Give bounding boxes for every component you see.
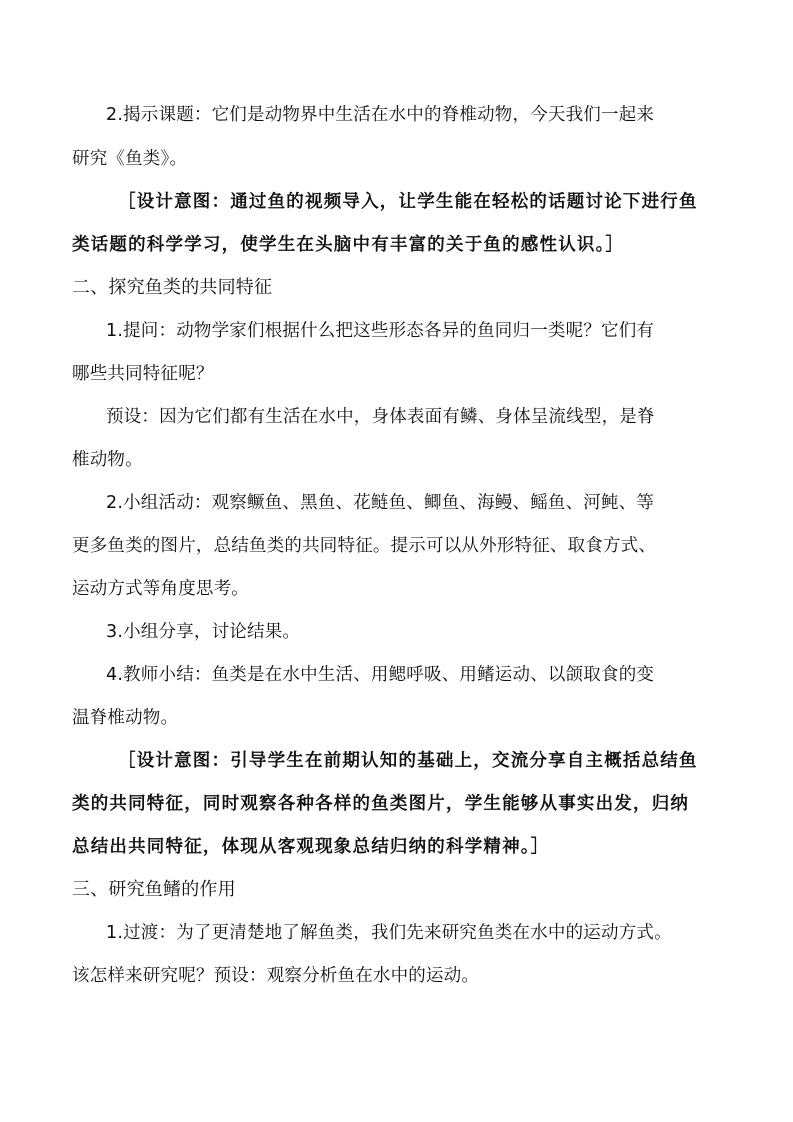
design-intent-line: ［设计意图：通过鱼的视频导入，让学生能在轻松的话题讨论下进行鱼 xyxy=(118,192,698,212)
paragraph-line: 椎动物。 xyxy=(72,450,143,470)
paragraph-line: 4.教师小结：鱼类是在水中生活、用鳃呼吸、用鳍运动、以颌取食的变 xyxy=(106,665,655,685)
design-intent-line: 类话题的科学学习，使学生在头脑中有丰富的关于鱼的感性认识。］ xyxy=(72,235,625,255)
paragraph-line: 研究《鱼类》。 xyxy=(72,149,188,169)
design-intent-line: ［设计意图：引导学生在前期认知的基础上，交流分享自主概括总结鱼 xyxy=(118,751,698,771)
paragraph-line: 2.小组活动：观察鳜鱼、黑鱼、花鲢鱼、鲫鱼、海鳗、鳐鱼、河鲀、等 xyxy=(106,493,655,513)
paragraph-line: 1.提问：动物学家们根据什么把这些形态各异的鱼同归一类呢？它们有 xyxy=(106,321,655,341)
paragraph-line: 3.小组分享，讨论结果。 xyxy=(106,622,301,642)
paragraph-line: 温脊椎动物。 xyxy=(72,708,179,728)
paragraph-line: 哪些共同特征呢？ xyxy=(72,364,214,384)
paragraph-line: 该怎样来研究呢？预设：观察分析鱼在水中的运动。 xyxy=(72,966,480,986)
paragraph-line: 预设：因为它们都有生活在水中，身体表面有鳞、身体呈流线型，是脊 xyxy=(106,407,655,427)
design-intent-line: 总结出共同特征，体现从客观现象总结归纳的科学精神。］ xyxy=(72,837,550,857)
paragraph-line: 1.过渡：为了更清楚地了解鱼类，我们先来研究鱼类在水中的运动方式。 xyxy=(106,923,672,943)
paragraph-line: 运动方式等角度思考。 xyxy=(72,579,249,599)
section-heading: 二、探究鱼类的共同特征 xyxy=(72,277,273,298)
section-heading: 三、研究鱼鳍的作用 xyxy=(72,879,236,900)
paragraph-line: 2.揭示课题：它们是动物界中生活在水中的脊椎动物，今天我们一起来 xyxy=(106,105,655,125)
paragraph-line: 更多鱼类的图片，总结鱼类的共同特征。提示可以从外形特征、取食方式、 xyxy=(72,536,657,556)
design-intent-line: 类的共同特征，同时观察各种各样的鱼类图片，学生能够从事实出发，归纳 xyxy=(72,794,690,814)
